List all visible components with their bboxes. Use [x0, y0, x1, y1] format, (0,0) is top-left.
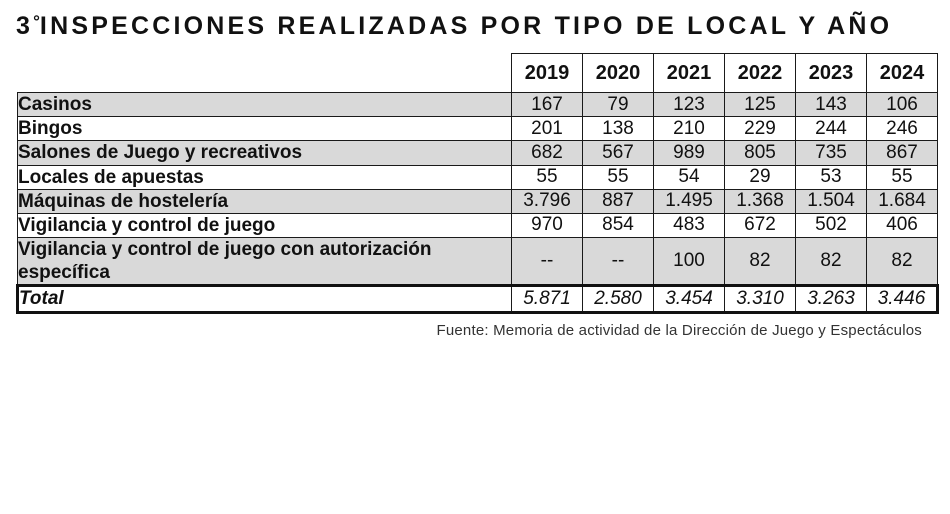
- cell-value: 735: [796, 141, 867, 165]
- table-row: [18, 189, 938, 213]
- title-number: 3: [16, 12, 34, 40]
- cell-value: 682: [512, 141, 583, 165]
- table-header-row: [18, 54, 938, 93]
- row-label: Bingos: [18, 117, 512, 141]
- cell-value: 100: [654, 238, 725, 286]
- cell-value: 55: [512, 165, 583, 189]
- row-label: Máquinas de hostelería: [18, 189, 512, 213]
- table-row: [18, 238, 938, 286]
- cell-value: 82: [867, 238, 938, 286]
- total-value: 2.580: [583, 286, 654, 312]
- cell-value: 106: [867, 93, 938, 117]
- column-header-2023: 2023: [796, 54, 867, 93]
- cell-value: 143: [796, 93, 867, 117]
- column-header-2022: 2022: [725, 54, 796, 93]
- cell-value: 167: [512, 93, 583, 117]
- cell-value: --: [512, 238, 583, 286]
- total-value: 3.454: [654, 286, 725, 312]
- column-header-2024: 2024: [867, 54, 938, 93]
- row-label: Salones de Juego y recreativos: [18, 141, 512, 165]
- total-value: 3.446: [867, 286, 938, 312]
- column-header-2019: 2019: [512, 54, 583, 93]
- cell-value: 54: [654, 165, 725, 189]
- cell-value: 483: [654, 213, 725, 237]
- row-label: Vigilancia y control de juego con autorización específica: [18, 238, 512, 286]
- cell-value: 55: [583, 165, 654, 189]
- cell-value: 229: [725, 117, 796, 141]
- cell-value: 989: [654, 141, 725, 165]
- cell-value: 210: [654, 117, 725, 141]
- cell-value: --: [583, 238, 654, 286]
- cell-value: 1.495: [654, 189, 725, 213]
- cell-value: 970: [512, 213, 583, 237]
- total-value: 3.263: [796, 286, 867, 312]
- cell-value: 123: [654, 93, 725, 117]
- row-label: Vigilancia y control de juego: [18, 213, 512, 237]
- column-header-2020: 2020: [583, 54, 654, 93]
- cell-value: 82: [725, 238, 796, 286]
- inspections-table: [16, 53, 939, 314]
- table-body: [18, 93, 938, 313]
- table-corner-cell: [18, 54, 512, 93]
- cell-value: 1.368: [725, 189, 796, 213]
- table-row: [18, 93, 938, 117]
- cell-value: 672: [725, 213, 796, 237]
- cell-value: 854: [583, 213, 654, 237]
- table-total-row: [18, 286, 938, 312]
- page-title: [16, 12, 936, 41]
- table-header: [18, 54, 938, 93]
- cell-value: 246: [867, 117, 938, 141]
- row-label: Casinos: [18, 93, 512, 117]
- cell-value: 1.504: [796, 189, 867, 213]
- cell-value: 887: [583, 189, 654, 213]
- total-value: 5.871: [512, 286, 583, 312]
- cell-value: 867: [867, 141, 938, 165]
- row-label: Locales de apuestas: [18, 165, 512, 189]
- cell-value: 29: [725, 165, 796, 189]
- cell-value: 201: [512, 117, 583, 141]
- cell-value: 805: [725, 141, 796, 165]
- cell-value: 125: [725, 93, 796, 117]
- total-label: Total: [18, 286, 512, 312]
- title-text: INSPECCIONES REALIZADAS POR TIPO DE LOCAL Y AÑO: [39, 12, 893, 40]
- table-row: [18, 165, 938, 189]
- cell-value: 502: [796, 213, 867, 237]
- table-row: [18, 141, 938, 165]
- cell-value: 567: [583, 141, 654, 165]
- title-degree-symbol: °: [33, 12, 40, 31]
- source-note: Fuente: Memoria de actividad de la Dirección de Juego y Espectáculos: [436, 321, 922, 339]
- cell-value: 1.684: [867, 189, 938, 213]
- cell-value: 53: [796, 165, 867, 189]
- cell-value: 3.796: [512, 189, 583, 213]
- cell-value: 406: [867, 213, 938, 237]
- cell-value: 244: [796, 117, 867, 141]
- total-value: 3.310: [725, 286, 796, 312]
- column-header-2021: 2021: [654, 54, 725, 93]
- cell-value: 79: [583, 93, 654, 117]
- cell-value: 138: [583, 117, 654, 141]
- cell-value: 55: [867, 165, 938, 189]
- cell-value: 82: [796, 238, 867, 286]
- table-row: [18, 213, 938, 237]
- table-row: [18, 117, 938, 141]
